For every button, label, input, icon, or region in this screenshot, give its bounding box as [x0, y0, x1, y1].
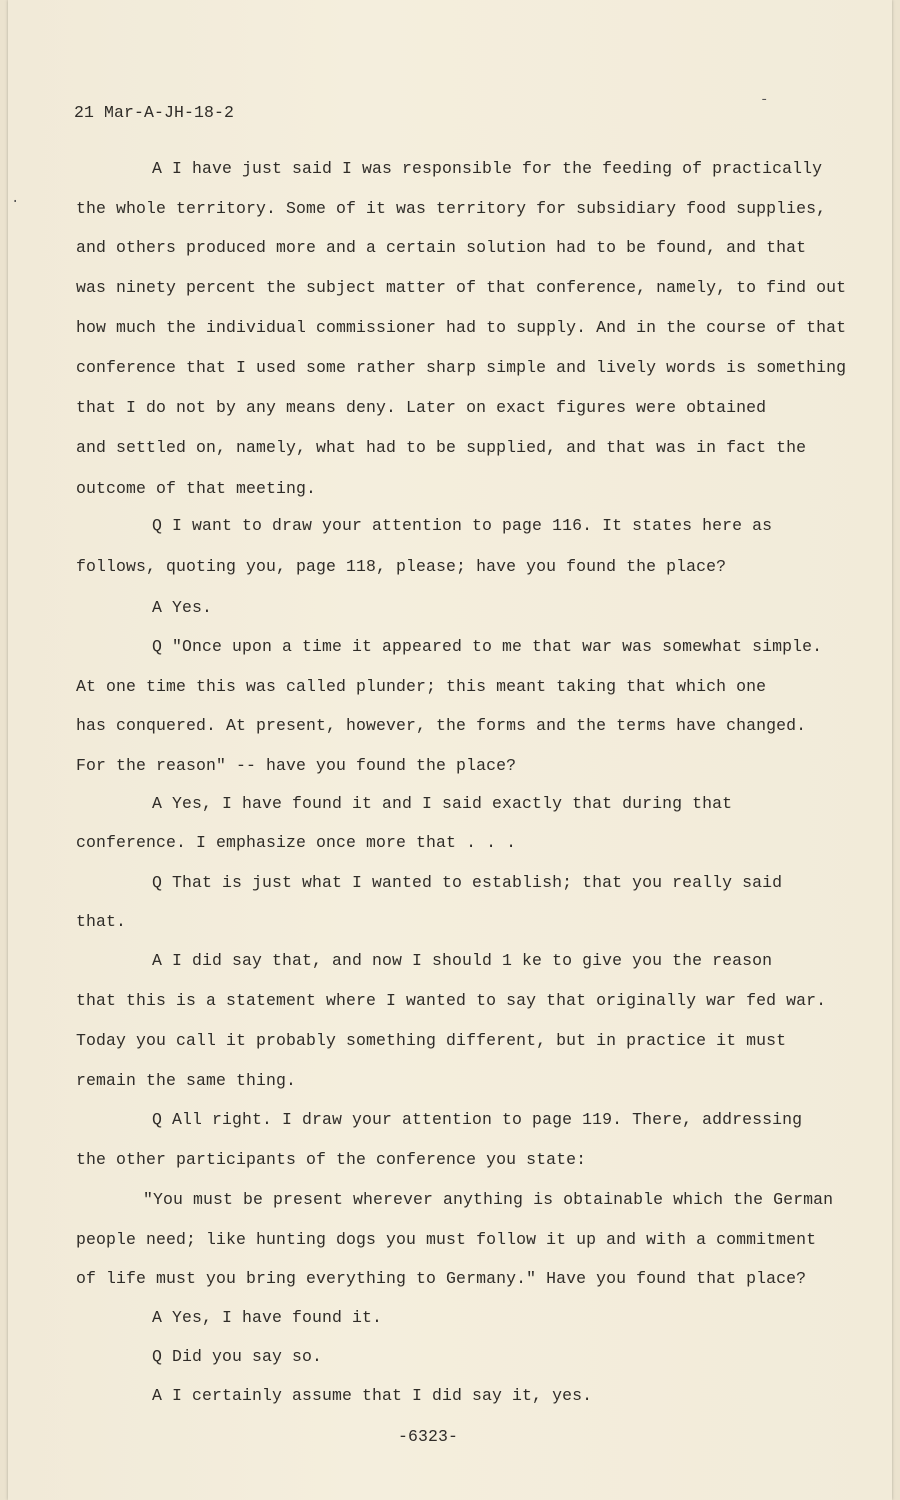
text-line: the whole territory. Some of it was territory for subsidiary food supplies,	[76, 199, 827, 218]
text-line: people need; like hunting dogs you must follow it up and with a commitment	[76, 1230, 817, 1249]
text-line: of life must you bring everything to Germany." Have you found that place?	[76, 1269, 807, 1288]
text-line: At one time this was called plunder; this meant taking that which one	[76, 677, 767, 696]
text-line: A I have just said I was responsible for the feeding of practically	[152, 159, 823, 178]
text-line: and others produced more and a certain solution had to be found, and that	[76, 238, 807, 257]
text-line: Q "Once upon a time it appeared to me that war was somewhat simple.	[152, 637, 823, 656]
text-line: Q Did you say so.	[152, 1347, 323, 1366]
text-line: A Yes, I have found it.	[152, 1308, 383, 1327]
margin-dot-mark: ·	[11, 194, 20, 210]
text-line: Q That is just what I wanted to establish; that you really said	[152, 873, 783, 892]
document-reference: 21 Mar-A-JH-18-2	[74, 103, 235, 122]
text-line: outcome of that meeting.	[76, 479, 317, 498]
text-line: has conquered. At present, however, the forms and the terms have changed.	[76, 716, 807, 735]
text-line: was ninety percent the subject matter of that conference, namely, to find out	[76, 278, 847, 297]
text-line: Q All right. I draw your attention to page 119. There, addressing	[152, 1110, 803, 1129]
text-line: conference that I used some rather sharp simple and lively words is something	[76, 358, 847, 377]
text-line: "You must be present wherever anything is obtainable which the German	[143, 1190, 834, 1209]
text-line: that.	[76, 912, 127, 931]
text-line: A I did say that, and now I should 1 ke to give you the reason	[152, 951, 773, 970]
text-line: conference. I emphasize once more that . . .	[76, 833, 517, 852]
text-line: A I certainly assume that I did say it, yes.	[152, 1386, 593, 1405]
text-line: A Yes.	[152, 598, 213, 617]
text-line: and settled on, namely, what had to be supplied, and that was in fact the	[76, 438, 807, 457]
text-line: Today you call it probably something different, but in practice it must	[76, 1031, 787, 1050]
text-line: follows, quoting you, page 118, please; have you found the place?	[76, 557, 727, 576]
text-line: that I do not by any means deny. Later on exact figures were obtained	[76, 398, 767, 417]
page-number: -6323-	[398, 1427, 459, 1446]
text-line: For the reason" -- have you found the place?	[76, 756, 517, 775]
document-page	[8, 0, 892, 1500]
text-line: Q I want to draw your attention to page 116. It states here as	[152, 516, 773, 535]
text-line: remain the same thing.	[76, 1071, 297, 1090]
text-line: that this is a statement where I wanted to say that originally war fed war.	[76, 991, 827, 1010]
text-line: A Yes, I have found it and I said exactly that during that	[152, 794, 733, 813]
margin-dash-mark: -	[760, 92, 769, 108]
text-line: the other participants of the conference you state:	[76, 1150, 587, 1169]
text-line: how much the individual commissioner had to supply. And in the course of that	[76, 318, 847, 337]
